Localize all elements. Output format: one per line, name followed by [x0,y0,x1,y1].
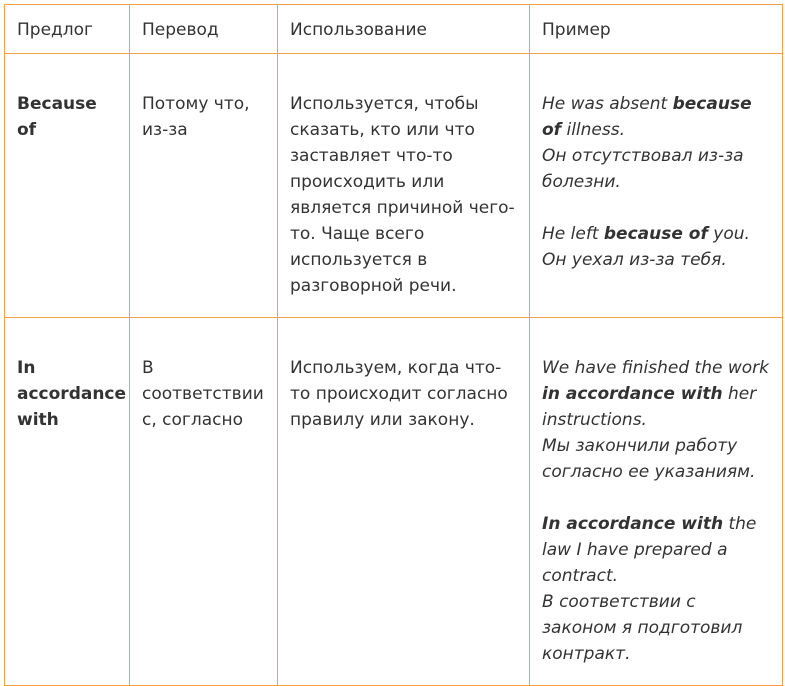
translation-cell: В соответствии с, согласно [130,318,278,686]
example-ru: Мы закончили работу согласно ее указаниям. [542,436,756,482]
example-highlight: in accordance with [542,384,723,404]
table-row [5,318,783,686]
example-en: He left because of you. [542,224,750,244]
example-ru: Он уехал из-за тебя. [542,250,727,270]
header-usage: Использование [278,5,530,54]
header-translation: Перевод [130,5,278,54]
example-cell [530,54,783,318]
usage-cell: Используется, чтобы сказать, кто или что заставляет что-то происходить или является причиной чего-то. Чаще всего используется в разговорной речи. [278,54,530,318]
term-cell: In accordance with [5,318,130,686]
example-highlight: because of [603,224,708,244]
usage-cell: Используем, когда что-то происходит согласно правилу или закону. [278,318,530,686]
example-en: In accordance with the law I have prepared a contract. [542,514,757,586]
example-en: We have finished the work in accordance with her instructions. [542,358,769,430]
example-ru: В соответствии с законом я подготовил контракт. [542,592,743,664]
example-highlight: In accordance with [542,514,724,534]
example-en: He was absent because of illness. [542,94,752,140]
header-example: Пример [530,5,783,54]
table-row [5,54,783,318]
translation-cell: Потому что, из-за [130,54,278,318]
table-header-row [5,5,783,54]
header-preposition: Предлог [5,5,130,54]
example-ru: Он отсутствовал из-за болезни. [542,146,744,192]
example-highlight: because of [542,94,752,140]
prepositions-table [4,4,783,686]
example-cell [530,318,783,686]
term-cell: Because of [5,54,130,318]
